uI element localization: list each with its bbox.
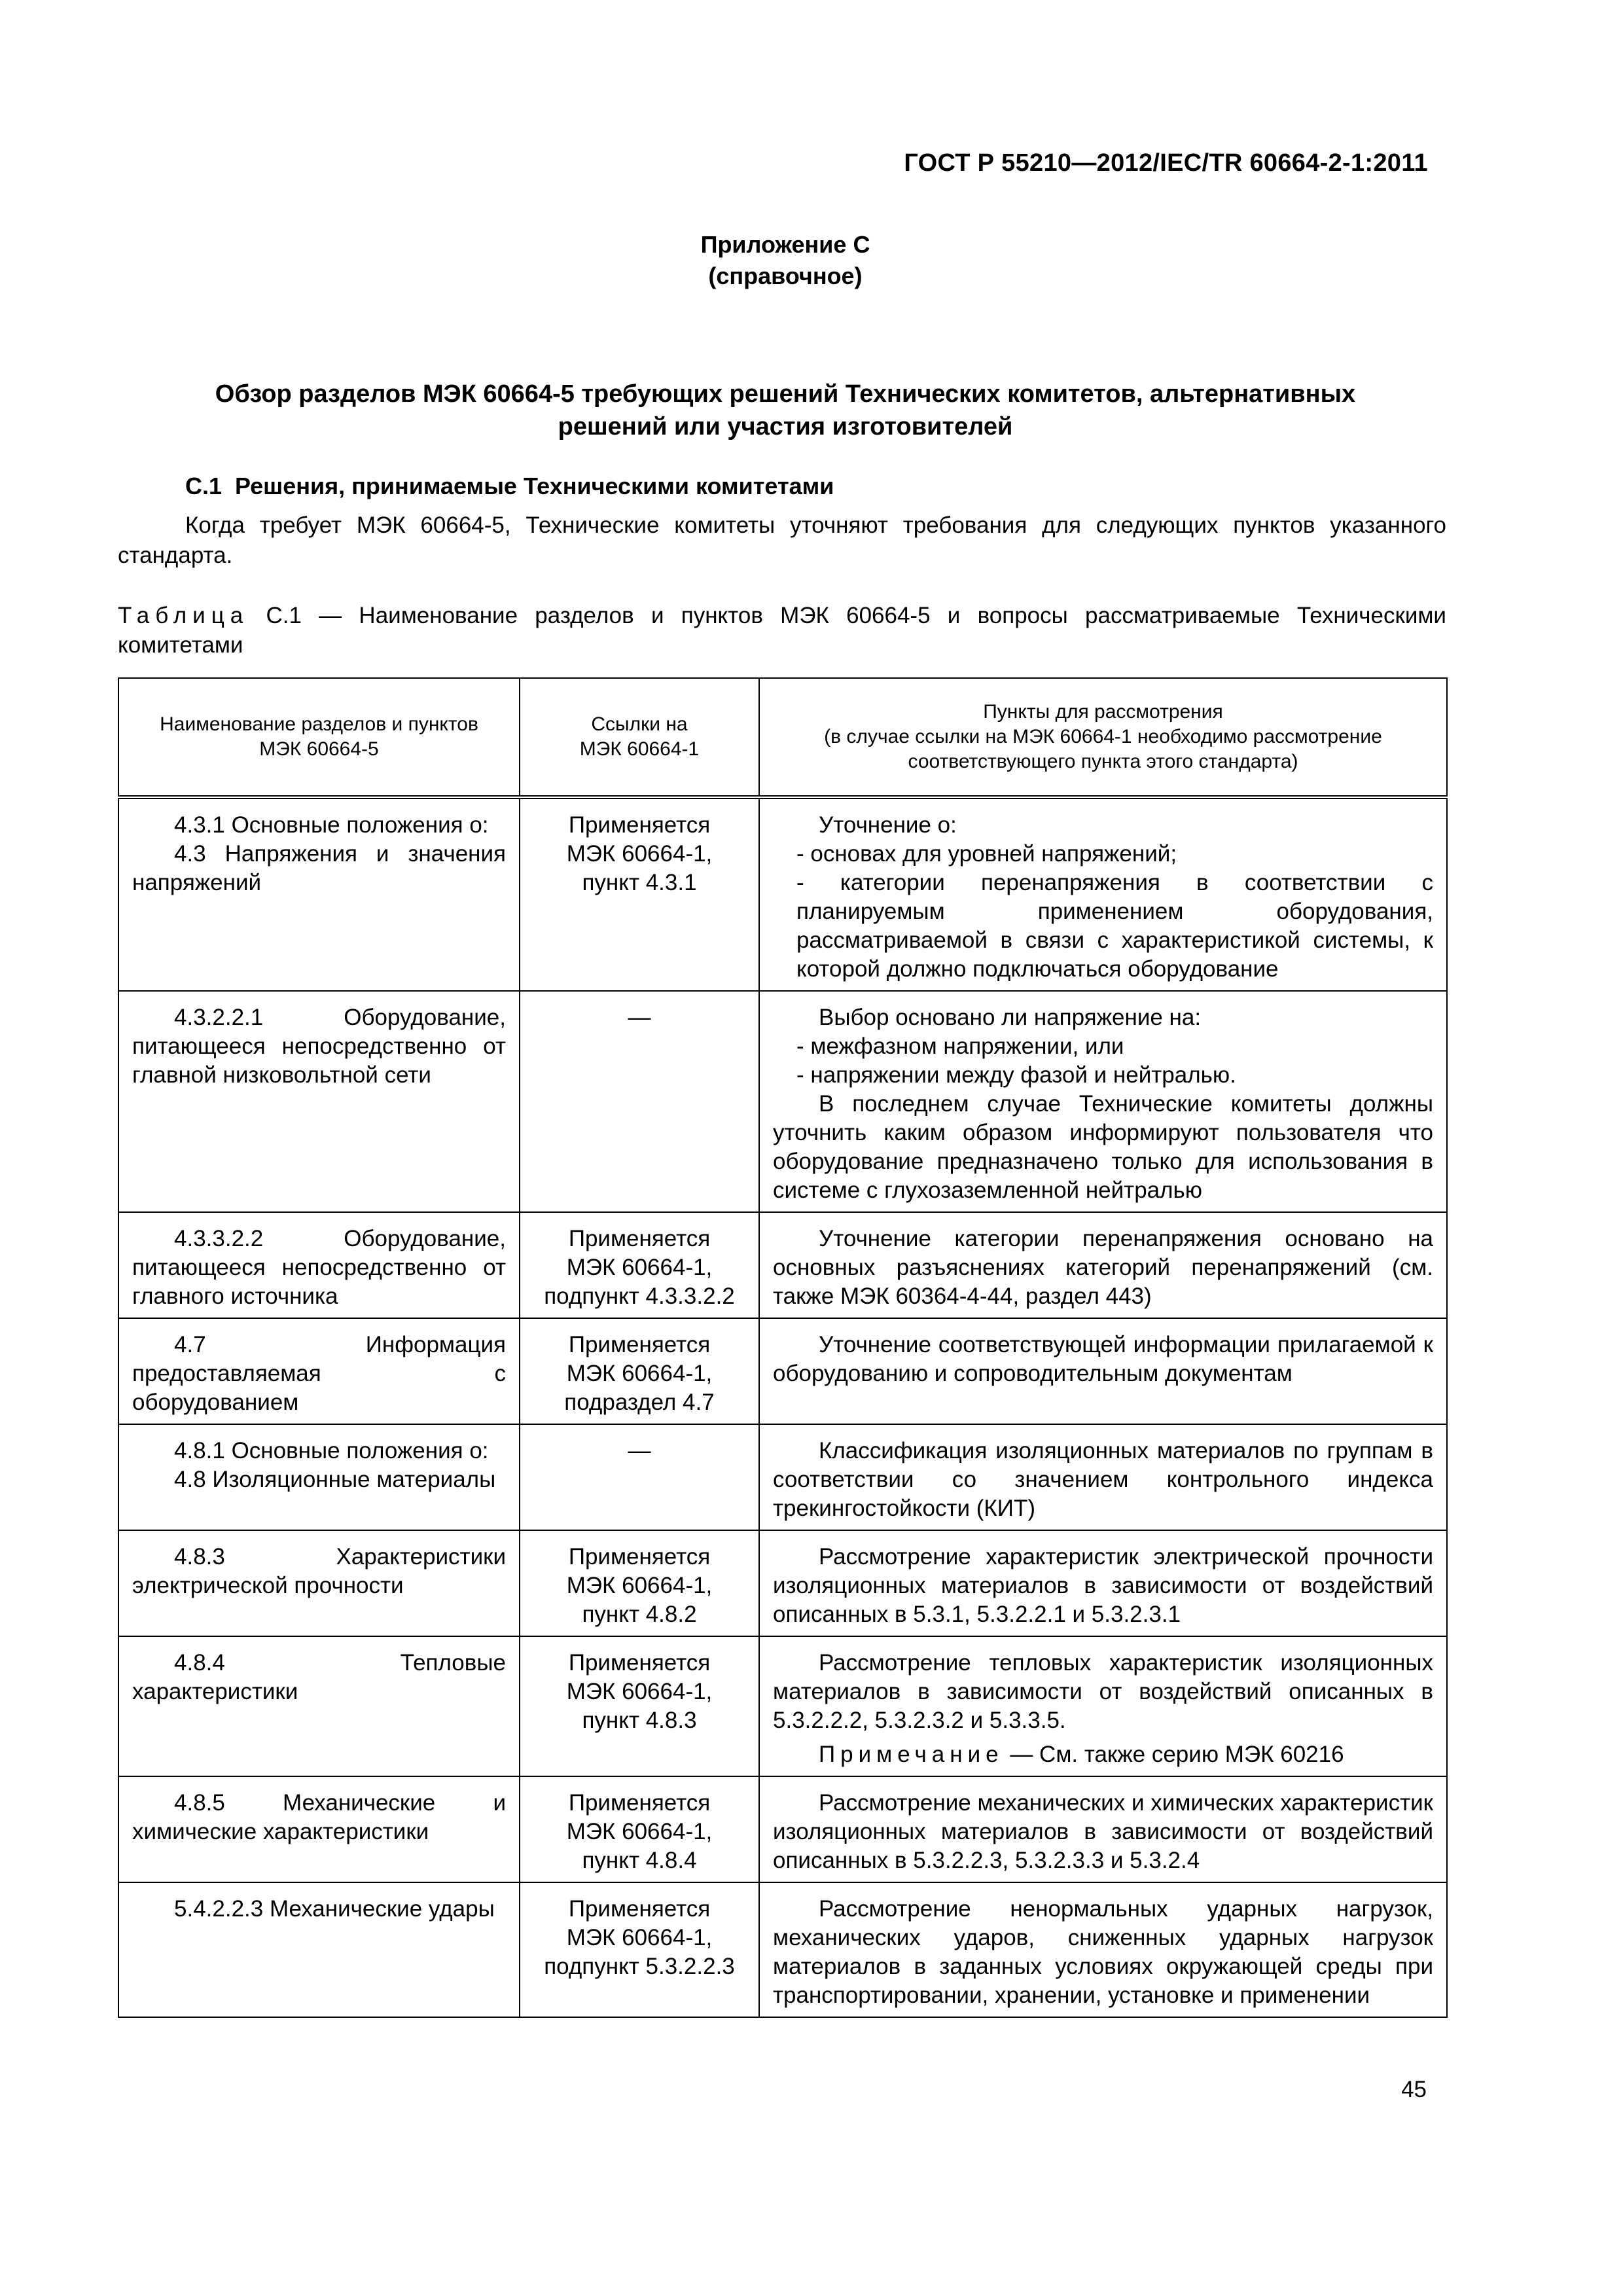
row-points-cell: Уточнение категории перенапряжения основано на основных разъяснениях категорий перенапряжений (см. также МЭК 60364-4-44, раздел 443): [759, 1212, 1447, 1318]
row-name-cell: 4.3.1 Основные положения о: 4.3 Напряжения и значения напряжений: [118, 797, 520, 991]
table-row: [118, 1636, 1447, 1776]
row-points-cell: Рассмотрение ненормальных ударных нагрузок, механических ударов, сниженных ударных нагрузок материалов в заданных условиях окружающей среды при транспортировании, хранении, установке и применении: [759, 1882, 1447, 2017]
row-name-cell: 4.3.3.2.2 Оборудование, питающееся непосредственно от главного источника: [118, 1212, 520, 1318]
annex-title: Приложение С: [700, 231, 870, 258]
annex-subtitle: (справочное): [708, 262, 863, 289]
table-row: [118, 1882, 1447, 2017]
table-caption-text: С.1 — Наименование разделов и пунктов МЭК 60664-5 и вопросы рассматриваемые Техническими комитетами: [118, 603, 1446, 658]
main-title: [118, 378, 1453, 443]
annex-heading: [0, 229, 1571, 292]
table-row: [118, 1530, 1447, 1636]
row-ref-cell: —: [520, 991, 759, 1212]
row-ref-cell: Применяется МЭК 60664-1, подпункт 5.3.2.2.3: [520, 1882, 759, 2017]
row-ref-cell: Применяется МЭК 60664-1, пункт 4.8.3: [520, 1636, 759, 1776]
row-ref-cell: —: [520, 1424, 759, 1530]
row-name-cell: 4.3.2.2.1 Оборудование, питающееся непосредственно от главной низковольтной сети: [118, 991, 520, 1212]
row-ref-cell: Применяется МЭК 60664-1, пункт 4.8.2: [520, 1530, 759, 1636]
section-heading: [185, 473, 834, 500]
row-points-cell: Уточнение о: - основах для уровней напряжений; - категории перенапряжения в соответствии с планируемым применением оборудования, рассматриваемой в связи с характеристикой системы, к которой должно подключаться оборудование: [759, 797, 1447, 991]
section-number: С.1: [185, 473, 223, 499]
main-title-line-2: решений или участия изготовителей: [558, 413, 1013, 440]
row-points-cell: Рассмотрение характеристик электрической прочности изоляционных материалов в зависимости от воздействий описанных в 5.3.1, 5.3.2.2.1 и 5.3.2.3.1: [759, 1530, 1447, 1636]
row-name-cell: 4.7 Информация предоставляемая с оборудованием: [118, 1318, 520, 1424]
row-ref-cell: Применяется МЭК 60664-1, подраздел 4.7: [520, 1318, 759, 1424]
page-number: 45: [1401, 2077, 1427, 2102]
main-title-line-1: Обзор разделов МЭК 60664-5 требующих решений Технических комитетов, альтернативных: [215, 380, 1356, 408]
table-row: [118, 1212, 1447, 1318]
table-header-row: [118, 678, 1447, 797]
table-caption: [118, 601, 1446, 660]
table-caption-label: Таблица: [118, 603, 249, 628]
row-ref-cell: Применяется МЭК 60664-1, подпункт 4.3.3.2.2: [520, 1212, 759, 1318]
intro-paragraph: Когда требует МЭК 60664-5, Технические комитеты уточняют требования для следующих пунктов указанного стандарта.: [118, 512, 1446, 568]
table-row: [118, 797, 1447, 991]
row-points-cell: Рассмотрение механических и химических характеристик изоляционных материалов в зависимости от воздействий описанных в 5.3.2.2.3, 5.3.2.3.3 и 5.3.2.4: [759, 1776, 1447, 1882]
table-note: Примечание — См. также серию МЭК 60216: [819, 1742, 1344, 1767]
header-col-name: Наименование разделов и пунктов МЭК 60664-5: [118, 678, 520, 797]
table-row: [118, 1776, 1447, 1882]
header-col-points: Пункты для рассмотрения (в случае ссылки на МЭК 60664-1 необходимо рассмотрение соответствующего пункта этого стандарта): [759, 678, 1447, 797]
row-name-cell: 5.4.2.2.3 Механические удары: [118, 1882, 520, 2017]
row-ref-cell: Применяется МЭК 60664-1, пункт 4.8.4: [520, 1776, 759, 1882]
section-title: Решения, принимаемые Техническими комитетами: [235, 473, 834, 499]
row-name-cell: 4.8.4 Тепловые характеристики: [118, 1636, 520, 1776]
row-points-cell: Рассмотрение тепловых характеристик изоляционных материалов в зависимости от воздействий описанных в 5.3.2.2.2, 5.3.2.3.2 и 5.3.3.5. Примечание — См. также серию МЭК 60216: [759, 1636, 1447, 1776]
table-row: [118, 1318, 1447, 1424]
row-ref-cell: Применяется МЭК 60664-1, пункт 4.3.1: [520, 797, 759, 991]
requirements-table: [118, 677, 1448, 2018]
standard-code: ГОСТ Р 55210—2012/IEC/TR 60664-2-1:2011: [904, 149, 1428, 177]
row-name-cell: 4.8.1 Основные положения о: 4.8 Изоляционные материалы: [118, 1424, 520, 1530]
row-name-cell: 4.8.5 Механические и химические характеристики: [118, 1776, 520, 1882]
table-row: [118, 1424, 1447, 1530]
row-points-cell: Выбор основано ли напряжение на: - межфазном напряжении, или - напряжении между фазой и нейтралью. В последнем случае Технические комитеты должны уточнить каким образом информируют пользователя что оборудование предназначено только для использования в системе с глухозаземленной нейтралью: [759, 991, 1447, 1212]
header-col-ref: Ссылки на МЭК 60664-1: [520, 678, 759, 797]
table-row: [118, 991, 1447, 1212]
row-points-cell: Уточнение соответствующей информации прилагаемой к оборудованию и сопроводительным документам: [759, 1318, 1447, 1424]
row-name-cell: 4.8.3 Характеристики электрической прочности: [118, 1530, 520, 1636]
row-points-cell: Классификация изоляционных материалов по группам в соответствии со значением контрольного индекса трекингостойкости (КИТ): [759, 1424, 1447, 1530]
